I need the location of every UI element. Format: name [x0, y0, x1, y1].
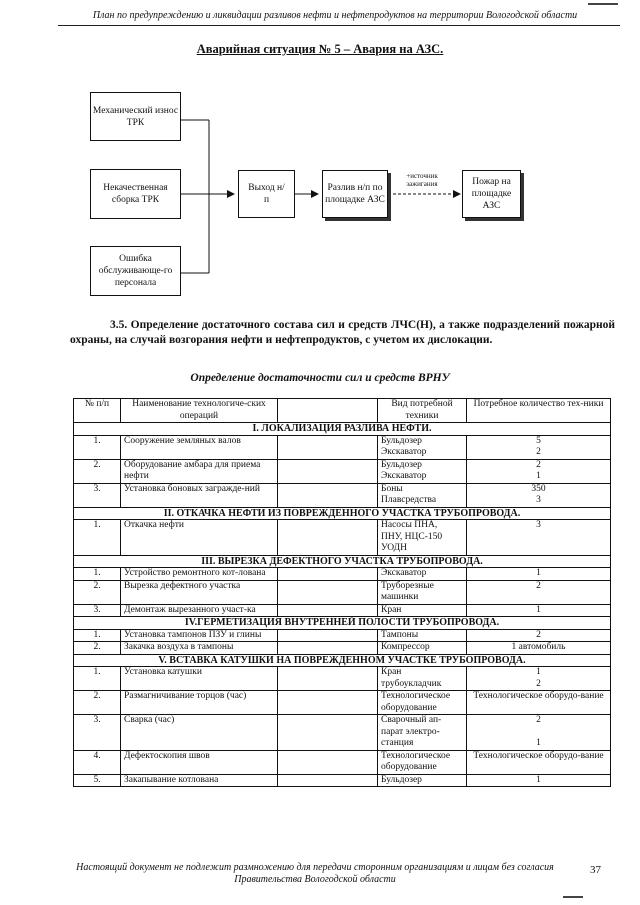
table-row: [74, 629, 611, 642]
section-title: III. ВЫРЕЗКА ДЕФЕКТНОГО УЧАСТКА ТРУБОПРОВОДА.: [74, 555, 611, 568]
quantity-cell: 3: [467, 520, 611, 556]
table-section-row: [74, 507, 611, 520]
equipment-cell: Кран трубоукладчик: [378, 667, 467, 691]
equipment-cell: Технологическое оборудование: [378, 750, 467, 774]
table-row: [74, 604, 611, 617]
equipment-cell: Труборезные машинки: [378, 580, 467, 604]
equipment-cell: Боны Плавсредства: [378, 483, 467, 507]
table-header-row: [74, 399, 611, 423]
page-title: Аварийная ситуация № 5 – Авария на АЗС.: [196, 42, 444, 56]
table-row: [74, 568, 611, 581]
row-number: 1.: [74, 629, 121, 642]
section-title: IV.ГЕРМЕТИЗАЦИЯ ВНУТРЕННЕЙ ПОЛОСТИ ТРУБОПРОВОДА.: [74, 617, 611, 630]
table-row: [74, 580, 611, 604]
row-number: 4.: [74, 750, 121, 774]
row-number: 3.: [74, 715, 121, 751]
table-section-row: [74, 555, 611, 568]
header-equipment: Вид потребной техники: [378, 399, 467, 423]
operation-cell: Откачка нефти: [121, 520, 278, 556]
row-number: 1.: [74, 568, 121, 581]
operation-cell: Установка тампонов ПЗУ и глины: [121, 629, 278, 642]
quantity-cell: 2: [467, 580, 611, 604]
equipment-cell: Насосы ПНА, ПНУ, НЦС-150 УОДН: [378, 520, 467, 556]
table-row: [74, 774, 611, 787]
table-row: [74, 750, 611, 774]
spill-label: Разлив н/п по площадке АЗС: [325, 183, 385, 205]
table-row: [74, 459, 611, 483]
table-section-row: [74, 423, 611, 436]
fire-label: Пожар на площадке АЗС: [471, 177, 512, 211]
page-footer: Настоящий документ не подлежит размножению для передачи сторонним организациям и лицам без согласия Правительства Вологодской области: [76, 862, 554, 885]
table-section-row: [74, 654, 611, 667]
quantity-cell: 1 2: [467, 667, 611, 691]
header-num: № п/п: [74, 399, 121, 423]
header-blank: [278, 399, 378, 423]
quantity-cell: 1 автомобиль: [467, 642, 611, 655]
operation-cell: Установка катушки: [121, 667, 278, 691]
equipment-cell: Бульдозер: [378, 774, 467, 787]
output-label: Выход н/п: [248, 183, 285, 205]
blank-cell: [278, 568, 378, 581]
row-number: 2.: [74, 459, 121, 483]
table-row: [74, 483, 611, 507]
blank-cell: [278, 604, 378, 617]
header-quantity: Потребное количество тех-ники: [467, 399, 611, 423]
quantity-cell: Технологическое оборудо-вание: [467, 750, 611, 774]
table-row: [74, 435, 611, 459]
row-number: 2.: [74, 691, 121, 715]
section-title: I. ЛОКАЛИЗАЦИЯ РАЗЛИВА НЕФТИ.: [74, 423, 611, 436]
quantity-cell: 1: [467, 604, 611, 617]
page-number: 37: [590, 864, 601, 876]
table-row: [74, 520, 611, 556]
table-section-row: [74, 617, 611, 630]
equipment-cell: Экскаватор: [378, 568, 467, 581]
equipment-cell: Бульдозер Экскаватор: [378, 435, 467, 459]
table-row: [74, 691, 611, 715]
quantity-cell: 2 1: [467, 459, 611, 483]
operation-cell: Размагничивание торцов (час): [121, 691, 278, 715]
row-number: 5.: [74, 774, 121, 787]
table-row: [74, 715, 611, 751]
spill-box: [322, 170, 388, 218]
blank-cell: [278, 435, 378, 459]
quantity-cell: 5 2: [467, 435, 611, 459]
blank-cell: [278, 667, 378, 691]
cause-label-assembly: Некачественная сборка ТРК: [103, 183, 168, 205]
operation-cell: Дефектоскопия швов: [121, 750, 278, 774]
fire-box: [462, 170, 521, 218]
ignition-source-label: +источник зажигания: [406, 172, 438, 188]
row-number: 3.: [74, 604, 121, 617]
operation-cell: Установка боновых загражде-ний: [121, 483, 278, 507]
equipment-cell: Тампоны: [378, 629, 467, 642]
header-operation: Наименование технологиче-ских операций: [121, 399, 278, 423]
operation-cell: Закачка воздуха в тампоны: [121, 642, 278, 655]
blank-cell: [278, 715, 378, 751]
cause-box-personnel: [90, 246, 181, 296]
cause-box-assembly: [90, 169, 181, 219]
table-body: [74, 423, 611, 787]
blank-cell: [278, 691, 378, 715]
quantity-cell: 2: [467, 629, 611, 642]
resources-table: [73, 398, 611, 787]
quantity-cell: Технологическое оборудо-вание: [467, 691, 611, 715]
cause-label-wear: Механический износ ТРК: [92, 105, 179, 128]
row-number: 2.: [74, 580, 121, 604]
table-row: [74, 667, 611, 691]
operation-cell: Оборудование амбара для приема нефти: [121, 459, 278, 483]
blank-cell: [278, 774, 378, 787]
row-number: 2.: [74, 642, 121, 655]
section-heading: 3.5. Определение достаточного состава сил и средств ЛЧС(Н), а также подразделений пожарной охраны, на случай возгорания нефти и нефтепродуктов, с учетом их дислокации.: [70, 319, 615, 346]
table-title: Определение достаточности сил и средств ВРНУ: [190, 372, 450, 384]
blank-cell: [278, 629, 378, 642]
quantity-cell: 2 1: [467, 715, 611, 751]
output-box: [238, 170, 295, 218]
page-header: План по предупреждению и ликвидации разливов нефти и нефтепродуктов на территории Вологодской области: [92, 10, 578, 21]
equipment-cell: Кран: [378, 604, 467, 617]
section-title: II. ОТКАЧКА НЕФТИ ИЗ ПОВРЕЖДЕННОГО УЧАСТКА ТРУБОПРОВОДА.: [74, 507, 611, 520]
row-number: 1.: [74, 435, 121, 459]
equipment-cell: Сварочный ап-парат электро-станция: [378, 715, 467, 751]
table-row: [74, 642, 611, 655]
operation-cell: Сооружение земляных валов: [121, 435, 278, 459]
cause-box-wear: [90, 92, 181, 141]
blank-cell: [278, 520, 378, 556]
blank-cell: [278, 580, 378, 604]
equipment-cell: Бульдозер Экскаватор: [378, 459, 467, 483]
row-number: 3.: [74, 483, 121, 507]
cause-label-personnel: Ошибка обслуживающе-го персонала: [98, 254, 173, 288]
blank-cell: [278, 750, 378, 774]
equipment-cell: Технологическое оборудование: [378, 691, 467, 715]
operation-cell: Устройство ремонтного кот-лована: [121, 568, 278, 581]
blank-cell: [278, 459, 378, 483]
quantity-cell: 1: [467, 568, 611, 581]
quantity-cell: 1: [467, 774, 611, 787]
row-number: 1.: [74, 667, 121, 691]
blank-cell: [278, 483, 378, 507]
equipment-cell: Компрессор: [378, 642, 467, 655]
operation-cell: Демонтаж вырезанного участ-ка: [121, 604, 278, 617]
row-number: 1.: [74, 520, 121, 556]
quantity-cell: 350 3: [467, 483, 611, 507]
section-title: V. ВСТАВКА КАТУШКИ НА ПОВРЕЖДЕННОМ УЧАСТКЕ ТРУБОПРОВОДА.: [74, 654, 611, 667]
operation-cell: Вырезка дефектного участка: [121, 580, 278, 604]
operation-cell: Закапывание котлована: [121, 774, 278, 787]
blank-cell: [278, 642, 378, 655]
operation-cell: Сварка (час): [121, 715, 278, 751]
scan-mark-bottom: [563, 896, 583, 898]
